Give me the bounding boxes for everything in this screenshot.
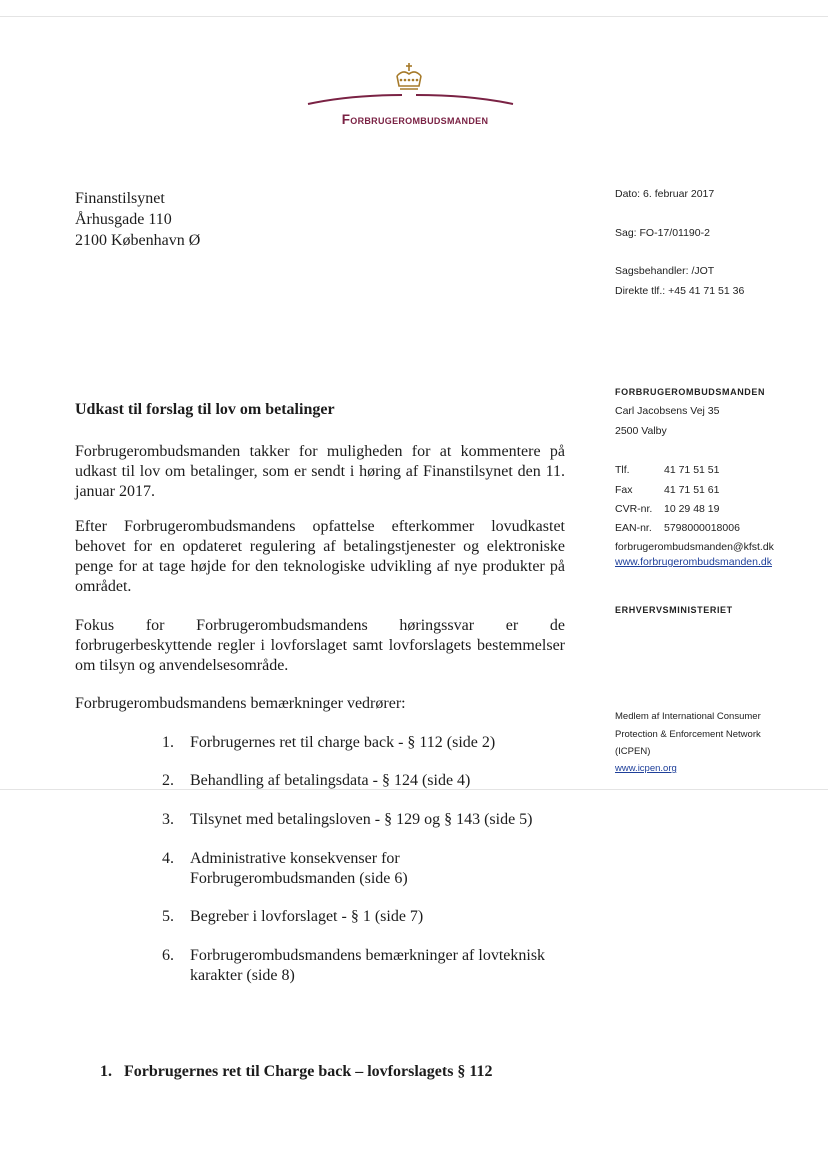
list-item xyxy=(162,771,570,791)
recipient-address xyxy=(75,188,200,251)
list-item-text: Behandling af betalingsdata - § 124 (side 4) xyxy=(190,772,471,789)
letter-subject: Udkast til forslag til lov om betalinger xyxy=(75,401,335,418)
case-number: Sag: FO-17/01190-2 xyxy=(615,227,710,239)
paragraph-assessment: Efter Forbrugerombudsmandens opfattelse efterkommer lovudkastet behovet for en opdateret regulering af betalingstjenester og elektroniske penge for at tage højde for den teknologiske udvikling af nye produkter på området. xyxy=(75,518,565,595)
case-handler: Sagsbehandler: /JOT xyxy=(615,265,715,277)
ministry-name: ERHVERVSMINISTERIET xyxy=(615,605,733,615)
icpen-link[interactable]: www.icpen.org xyxy=(615,763,677,774)
sender-name: FORBRUGEROMBUDSMANDEN xyxy=(615,387,766,397)
list-item-number: 6. xyxy=(162,947,174,964)
paragraph-intro: Forbrugerombudsmanden takker for muligheden for at kommentere på udkast til lov om betalinger, som er sendt i høring af Finanstilsynet den 11. januar 2017. xyxy=(75,443,565,500)
sender-website-link[interactable]: www.forbrugerombudsmanden.dk xyxy=(615,556,772,568)
recipient-city: 2100 København Ø xyxy=(75,232,201,249)
list-item-text: Administrative konsekvenser for Forbrugerombudsmanden (side 6) xyxy=(190,850,408,887)
cvr-value: 10 29 48 19 xyxy=(664,503,720,515)
scan-line-top xyxy=(0,16,828,17)
sender-street: Carl Jacobsens Vej 35 xyxy=(615,405,720,417)
fax-label: Fax xyxy=(615,484,633,496)
tlf-label: Tlf. xyxy=(615,464,630,476)
ean-label: EAN-nr. xyxy=(615,522,652,534)
list-item xyxy=(162,946,565,986)
list-item xyxy=(162,810,570,830)
membership-line-3: (ICPEN) xyxy=(615,746,651,757)
membership-line-2: Protection & Enforcement Network xyxy=(615,729,761,740)
cvr-label: CVR-nr. xyxy=(615,503,653,515)
list-item-number: 1. xyxy=(162,734,174,751)
list-item-text: Forbrugernes ret til charge back - § 112 (side 2) xyxy=(190,734,496,751)
letter-date: Dato: 6. februar 2017 xyxy=(615,188,715,200)
list-item xyxy=(162,907,570,927)
paragraph-remarks-intro: Forbrugerombudsmandens bemærkninger vedrører: xyxy=(75,695,406,712)
direct-phone: Direkte tlf.: +45 41 71 51 36 xyxy=(615,285,745,297)
list-item-number: 4. xyxy=(162,850,174,867)
ean-value: 5798000018006 xyxy=(664,522,740,534)
membership-line-1: Medlem af International Consumer xyxy=(615,711,761,722)
list-item-number: 3. xyxy=(162,811,174,828)
recipient-street: Århusgade 110 xyxy=(75,211,172,228)
list-item-text: Begreber i lovforslaget - § 1 (side 7) xyxy=(190,908,424,925)
list-item-text: Forbrugerombudsmandens bemærkninger af lovteknisk karakter (side 8) xyxy=(190,947,546,984)
sender-city: 2500 Valby xyxy=(615,425,667,437)
list-item-text: Tilsynet med betalingsloven - § 129 og § 143 (side 5) xyxy=(190,811,533,828)
sender-email[interactable]: forbrugerombudsmanden@kfst.dk xyxy=(615,541,774,553)
paragraph-focus: Fokus for Forbrugerombudsmandens høringssvar er de forbrugerbeskyttende regler i lovforslaget samt lovforslagets bestemmelser om tilsyn og anvendelsesområde. xyxy=(75,617,565,674)
recipient-name: Finanstilsynet xyxy=(75,190,165,207)
org-logo-text: Forbrugerombudsmanden xyxy=(341,112,489,127)
fax-value: 41 71 51 61 xyxy=(664,484,720,496)
list-item xyxy=(162,733,570,753)
list-item-number: 5. xyxy=(162,908,174,925)
list-item-number: 2. xyxy=(162,772,174,789)
list-item xyxy=(162,849,545,889)
tlf-value: 41 71 51 51 xyxy=(664,464,720,476)
header-logo xyxy=(300,60,530,132)
section-heading: 1. Forbrugernes ret til Charge back – lovforslagets § 112 xyxy=(100,1063,493,1080)
crown-logo-icon xyxy=(300,60,530,110)
